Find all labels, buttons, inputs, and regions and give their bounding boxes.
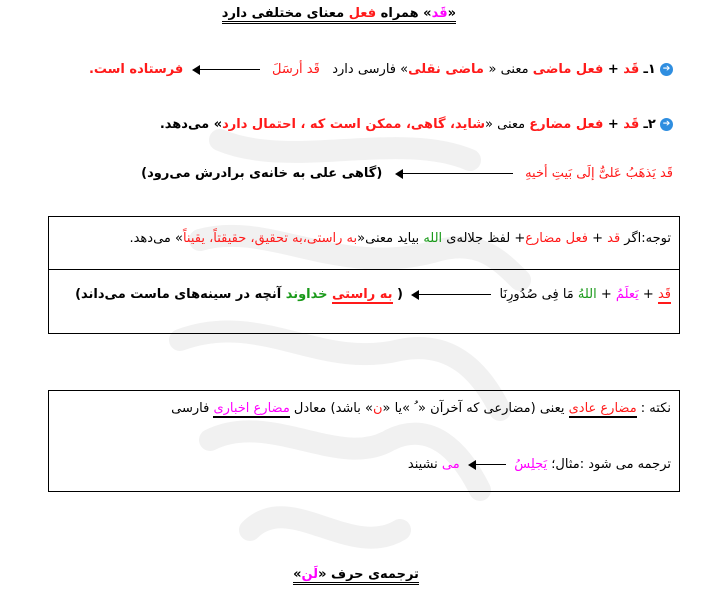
note-example-plus-2: + (596, 287, 616, 302)
note-qad: قد (607, 231, 621, 246)
note-example-qad: قَد (657, 287, 671, 302)
arrow-left-icon (395, 169, 513, 179)
nokte-line-2-prefix: ترجمه می شود :مثال؛ (547, 457, 671, 472)
arrow-left-icon (468, 460, 506, 470)
footer-lan: لَن (301, 567, 319, 582)
title-fel: فعل (348, 6, 377, 21)
title-with: همراه (376, 6, 424, 21)
nokte-mi: می (441, 457, 460, 472)
nokte-farsi: فارسی (171, 401, 214, 416)
note-example-allah: اللهُ (577, 287, 597, 302)
nokte-mid-2: » باشد) معادل (289, 401, 373, 416)
watermark-graphic (140, 110, 560, 590)
item-1 (89, 62, 673, 77)
item-2-end: » می‌دهد. (159, 117, 223, 132)
item-1-arabic: قَد أرسَلَ (272, 62, 320, 77)
arrow-left-icon (411, 290, 491, 300)
note-lafz: + لفظ جلاله‌ی (442, 231, 526, 246)
note-example-plus-1: + (638, 287, 658, 302)
note-line-2 (75, 287, 671, 302)
title-qad: قَد (431, 6, 448, 21)
item-1-result: فرستاده است. (88, 62, 184, 77)
note-translation-red: به راستی (332, 287, 393, 302)
nokte-box (48, 390, 680, 492)
item-2-fel-mozare: فعل مضارع (529, 117, 604, 132)
example-2-translation: (گاهی علی به خانه‌ی برادرش می‌رود) (141, 166, 383, 181)
item-1-fel-mazi: فعل ماضی (532, 62, 604, 77)
arrow-circle-icon: ➔ (660, 63, 673, 76)
footer-suffix: » (293, 567, 302, 582)
item-2-plus: + (603, 117, 624, 132)
item-1-qad: قَد (623, 62, 640, 77)
item-2-qad: قَد (623, 117, 640, 132)
note-translation-rest: آنچه در سینه‌های ماست می‌داند) (75, 287, 286, 302)
nokte-mozare-adi: مضارع عادی (568, 401, 637, 416)
nokte-prefix: نکته : (636, 401, 671, 416)
title-quote-open: « (447, 6, 456, 21)
nokte-line-1 (171, 401, 671, 416)
title-rest: معنای مختلفی دارد (221, 6, 349, 21)
nokte-nun: ن (372, 401, 383, 416)
note-allah: الله (423, 231, 443, 246)
item-2 (160, 117, 673, 132)
note-box (48, 216, 680, 334)
item-2-example (141, 166, 673, 181)
nokte-mozare-akhbari: مضارع اخباری (213, 401, 290, 416)
title-quote-close: » (423, 6, 432, 21)
footer-title (276, 567, 436, 582)
item-1-number: ۱ـ (643, 62, 656, 77)
nokte-verb: یَجلِسُ (514, 457, 548, 472)
nokte-mid-1: یعنی (مضارعی که آخرآن « ُ »یا « (382, 401, 569, 416)
note-example-verb: یَعلَمُ (615, 287, 639, 302)
arrow-circle-icon: ➔ (660, 118, 673, 131)
note-prefix: توجه:اگر (620, 231, 671, 246)
note-mid: بیاید معنی« (357, 231, 424, 246)
nokte-neshinand: نشیند (407, 457, 442, 472)
item-1-farsi: » فارسی دارد (332, 62, 409, 77)
nokte-line-2 (408, 457, 671, 472)
note-line-1 (129, 231, 671, 246)
note-end: » می‌دهد. (129, 231, 183, 246)
item-2-number: ۲ـ (643, 117, 656, 132)
example-2-arabic: قَد یَذهَبُ عَلیٌّ إلَی بَیتِ أخیهِ (525, 166, 673, 181)
item-1-mazi-naqli: ماضی نقلی (408, 62, 489, 77)
item-1-plus: + (603, 62, 624, 77)
note-fel-mozare: فعل مضارع (525, 231, 588, 246)
note-plus: + (587, 231, 608, 246)
arrow-left-icon (192, 65, 260, 75)
note-meanings: به راستی،به تحقیق، حقیقتاً، یقیناً (182, 231, 358, 246)
footer-prefix: ترجمه‌ی حرف « (318, 567, 419, 582)
item-1-mani: معنی « (488, 62, 533, 77)
note-example-rest: مَا فِی صُدُورِنَا (499, 287, 578, 302)
note-divider (49, 269, 679, 270)
item-2-mani: معنی « (485, 117, 530, 132)
page-title (221, 6, 456, 21)
note-translation-open: ( (392, 287, 403, 302)
item-2-meanings: شاید، گاهی، ممکن است که ، احتمال دارد (222, 117, 486, 132)
note-translation-green: خداوند (285, 287, 333, 302)
